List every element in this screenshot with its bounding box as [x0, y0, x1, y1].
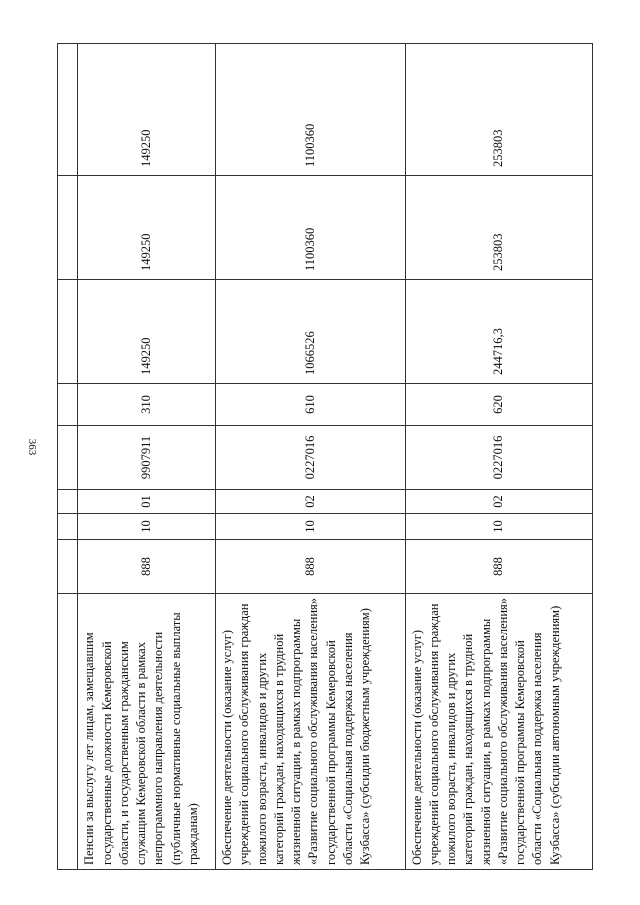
- rotated-table-container: [57, 44, 593, 870]
- spacer-cell: [58, 176, 78, 280]
- expense-type-code: 620: [405, 384, 592, 426]
- spacer-cell: [58, 44, 78, 176]
- spacer-cell: [58, 594, 78, 870]
- target-article-code: 0227016: [405, 426, 592, 490]
- spacer-cell: [58, 514, 78, 540]
- row-description: Обеспечение деятельности (оказание услуг) учреждений социального обслуживания граждан пожилого возраста, инвалидов и других категорий граждан, находящихся в трудной жизненной ситуации, в рамках подпрограммы «Развитие социального обслуживания населения» государственной программы Кемеровской области «Социальная поддержка населения Кузбасса» (субсидии бюджетным учреждениям): [216, 594, 406, 870]
- spacer-cell: [58, 280, 78, 384]
- table-row: [405, 44, 592, 870]
- spacer-cell: [58, 384, 78, 426]
- spacer-cell: [58, 540, 78, 594]
- amount-year-3: 1100360: [216, 44, 406, 176]
- page-number: 363: [26, 438, 38, 456]
- amount-year-2: 1100360: [216, 176, 406, 280]
- expense-type-code: 610: [216, 384, 406, 426]
- amount-year-1: 1066526: [216, 280, 406, 384]
- ministry-code: 888: [405, 540, 592, 594]
- amount-year-1: 149250: [78, 280, 216, 384]
- subsection-code: 01: [78, 490, 216, 514]
- amount-year-2: 149250: [78, 176, 216, 280]
- row-description: Пенсии за выслугу лет лицам, замещавшим государственные должности Кемеровской области, и государственным гражданским служащим Кемеровской области в рамках непрограммного направления деятельности (публичные нормативные социальные выплаты гражданам): [78, 594, 216, 870]
- ministry-code: 888: [78, 540, 216, 594]
- spacer-cell: [58, 426, 78, 490]
- expense-type-code: 310: [78, 384, 216, 426]
- target-article-code: 9907911: [78, 426, 216, 490]
- spacer-cell: [58, 490, 78, 514]
- ministry-code: 888: [216, 540, 406, 594]
- table-row: [78, 44, 216, 870]
- amount-year-1: 244716,3: [405, 280, 592, 384]
- table-row: [216, 44, 406, 870]
- section-code: 10: [405, 514, 592, 540]
- budget-table: [57, 43, 593, 870]
- amount-year-3: 253803: [405, 44, 592, 176]
- target-article-code: 0227016: [216, 426, 406, 490]
- row-description: Обеспечение деятельности (оказание услуг) учреждений социального обслуживания граждан пожилого возраста, инвалидов и других категорий граждан, находящихся в трудной жизненной ситуации, в рамках подпрограммы «Развитие социального обслуживания населения» государственной программы Кемеровской области «Социальная поддержка населения Кузбасса» (субсидии автономным учреждениям): [405, 594, 592, 870]
- section-code: 10: [78, 514, 216, 540]
- amount-year-3: 149250: [78, 44, 216, 176]
- section-code: 10: [216, 514, 406, 540]
- subsection-code: 02: [405, 490, 592, 514]
- header-spacer-row: [58, 44, 78, 870]
- subsection-code: 02: [216, 490, 406, 514]
- amount-year-2: 253803: [405, 176, 592, 280]
